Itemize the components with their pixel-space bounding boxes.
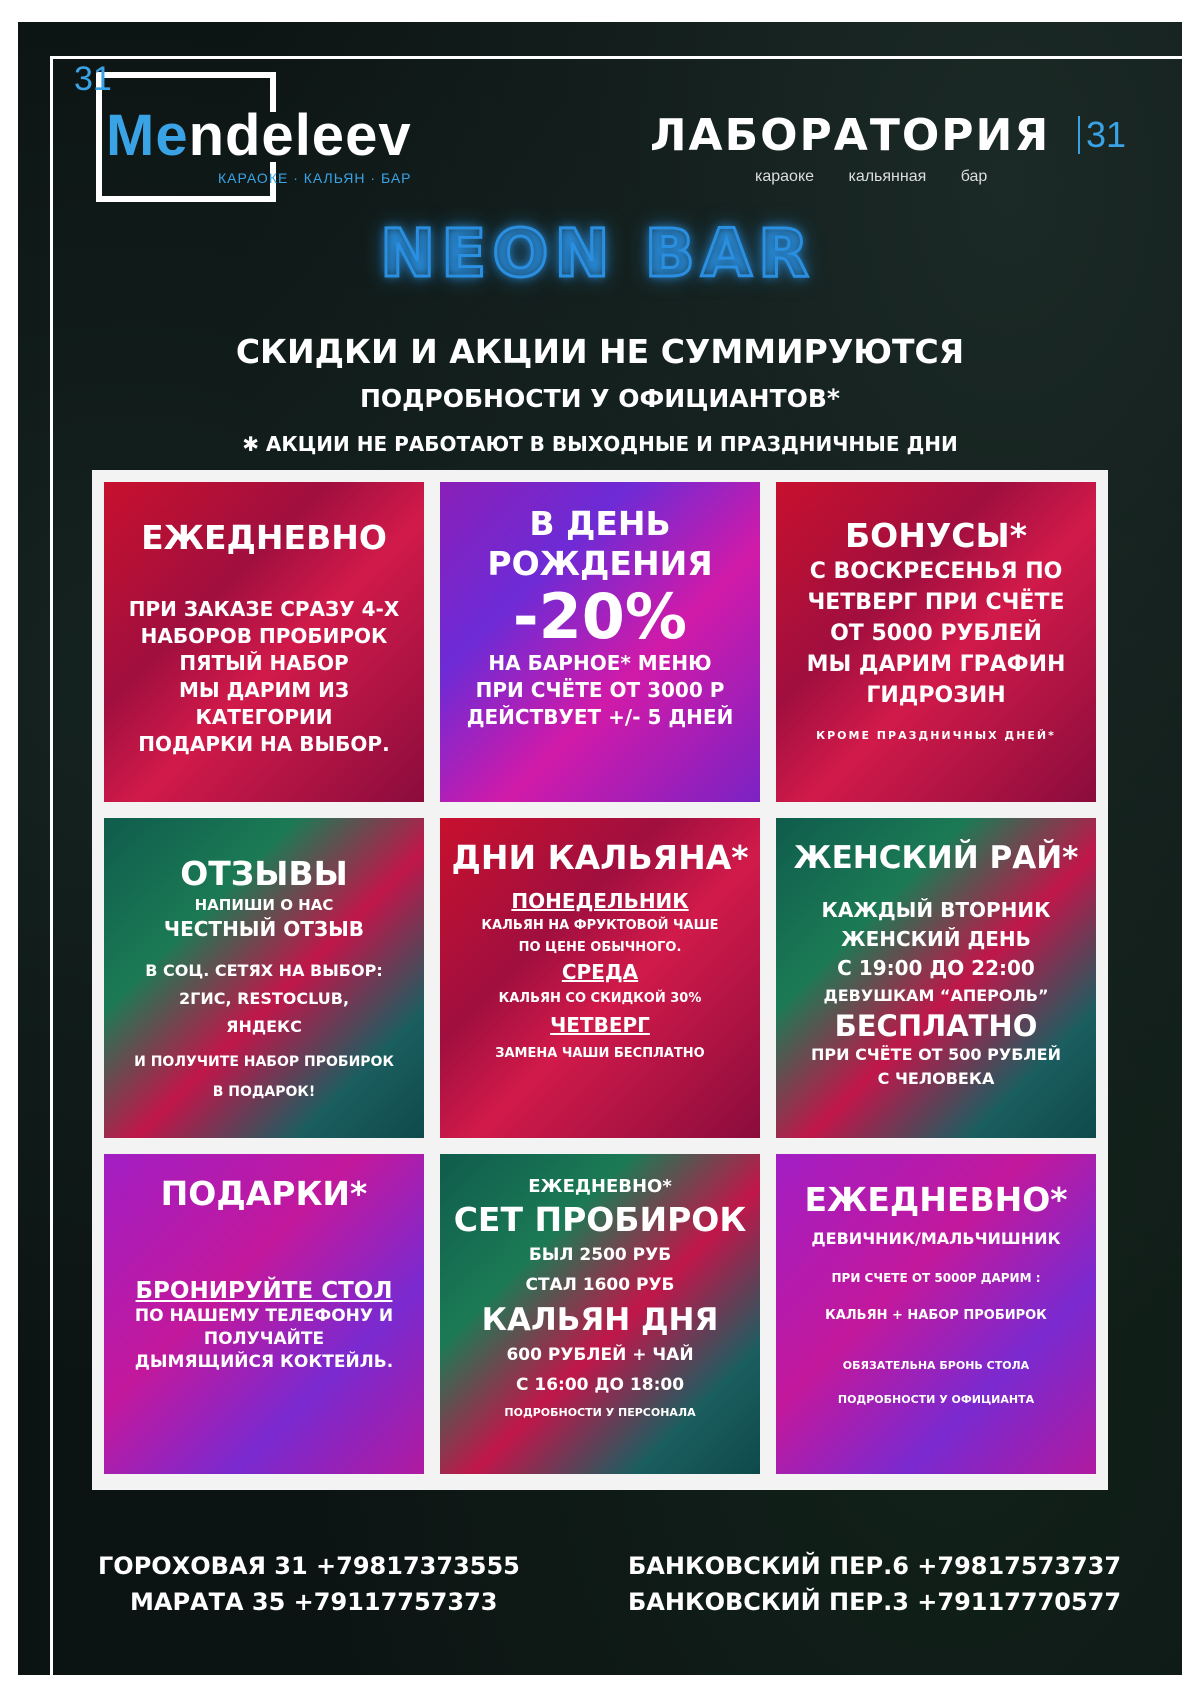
tile-day: СРЕДА [561, 960, 639, 984]
address-line: БАНКОВСКИЙ ПЕР.6 +79817573737 [628, 1552, 1122, 1580]
tile-line: ДЫМЯЩИЙСЯ КОКТЕЙЛЬ. [134, 1352, 394, 1372]
tile-day: ПОНЕДЕЛЬНИК [511, 889, 689, 913]
tile-line: ЧЕТВЕРГ ПРИ СЧЁТЕ [807, 590, 1065, 615]
tile-line: КАЛЬЯН + НАБОР ПРОБИРОК [825, 1308, 1047, 1323]
tile-line: ПЯТЫЙ НАБОР [179, 651, 349, 675]
laboratoria-wordmark: ЛАБОРАТОРИЯ [650, 110, 1051, 161]
tile-line: ЧЕСТНЫЙ ОТЗЫВ [163, 917, 365, 941]
laboratoria-logo [650, 110, 1130, 200]
address-line: ГОРОХОВАЯ 31 +79817373555 [98, 1552, 520, 1580]
tile-day: ЧЕТВЕРГ [550, 1013, 650, 1037]
promo-tile-gifts [104, 1154, 424, 1474]
tile-line: НАБОРОВ ПРОБИРОК [140, 624, 388, 648]
tile-line: ПОДАРКИ НА ВЫБОР. [138, 732, 390, 756]
promo-tile-hookah-days [440, 818, 760, 1138]
tile-line: ПРИ ЗАКАЗЕ СРАЗУ 4-Х [128, 597, 400, 621]
tile-title: ПОДАРКИ* [160, 1174, 368, 1213]
tile-highlight: БЕСПЛАТНО [834, 1009, 1038, 1043]
tile-title: ЕЖЕДНЕВНО [141, 518, 387, 557]
tile-note: КРОМЕ ПРАЗДНИЧНЫХ ДНЕЙ* [816, 729, 1056, 742]
tile-line: И ПОЛУЧИТЕ НАБОР ПРОБИРОК [134, 1054, 394, 1070]
tile-line: 2ГИС, RESTOCLUB, [178, 989, 350, 1008]
neon-bar-logo [380, 215, 820, 295]
logo-bracket [96, 196, 276, 202]
address-line: БАНКОВСКИЙ ПЕР.3 +79117770577 [628, 1588, 1122, 1616]
tile-line: ПО ЦЕНЕ ОБЫЧНОГО. [518, 940, 682, 955]
tile-line: С ВОСКРЕСЕНЬЯ ПО [809, 559, 1063, 584]
promo-tile-reviews [104, 818, 424, 1138]
tile-title: СЕТ ПРОБИРОК [453, 1200, 747, 1239]
tile-line: В ПОДАРОК! [212, 1084, 316, 1100]
address-block-left [98, 1548, 520, 1620]
laboratoria-subtitle: караоке кальянная бар [755, 168, 988, 185]
promo-tile-birthday [440, 482, 760, 802]
tile-line: КАЖДЫЙ ВТОРНИК [821, 898, 1051, 922]
tile-line: ПОЛУЧАЙТЕ [203, 1329, 325, 1349]
promo-grid [92, 470, 1108, 1490]
tile-line: С 19:00 ДО 22:00 [837, 956, 1035, 980]
mendeleev-logo [68, 58, 488, 208]
laboratoria-number: 31 [1078, 116, 1126, 154]
promo-tile-parties [776, 1154, 1096, 1474]
address-block-right [628, 1548, 1121, 1620]
mendeleev-wordmark [106, 102, 412, 169]
tile-line: ПРИ СЧЁТЕ ОТ 3000 Р [475, 678, 725, 702]
promo-tile-daily-sets [104, 482, 424, 802]
tile-discount: -20% [512, 580, 688, 653]
headline-note: ✱ АКЦИИ НЕ РАБОТАЮТ В ВЫХОДНЫЕ И ПРАЗДНИЧНЫЕ ДНИ [242, 432, 958, 456]
tile-line: НАПИШИ О НАС [194, 896, 334, 914]
tile-line: БЫЛ 2500 РУБ [528, 1245, 672, 1265]
tile-line: ОБЯЗАТЕЛЬНА БРОНЬ СТОЛА [842, 1359, 1030, 1372]
tile-title: ОТЗЫВЫ [180, 854, 348, 893]
promo-tile-bonuses [776, 482, 1096, 802]
tile-line: ЗАМЕНА ЧАШИ БЕСПЛАТНО [495, 1046, 705, 1061]
tile-title: ЖЕНСКИЙ РАЙ* [793, 840, 1079, 876]
tile-line: ЖЕНСКИЙ ДЕНЬ [841, 927, 1031, 951]
tile-title: В ДЕНЬ [529, 504, 671, 543]
mendeleev-wordmark-accent: Me [106, 103, 189, 168]
promo-tile-set-and-hookah [440, 1154, 760, 1474]
tile-line: С 16:00 ДО 18:00 [515, 1375, 685, 1395]
tile-line: МЫ ДАРИМ ГРАФИН [806, 652, 1066, 677]
tile-title: БОНУСЫ* [845, 516, 1027, 555]
tile-line: ПО НАШЕМУ ТЕЛЕФОНУ И [134, 1306, 394, 1326]
tile-line: ЕЖЕДНЕВНО* [528, 1176, 672, 1197]
address-line: МАРАТА 35 +79117757373 [130, 1588, 498, 1616]
tile-line: ПОДРОБНОСТИ У ОФИЦИАНТА [837, 1393, 1035, 1406]
promo-tile-ladies [776, 818, 1096, 1138]
tile-line: ДЕВУШКАМ “АПЕРОЛЬ” [823, 986, 1049, 1005]
tile-title: ДНИ КАЛЬЯНА* [451, 838, 749, 877]
tile-line: ДЕЙСТВУЕТ +/- 5 ДНЕЙ [466, 705, 734, 729]
tile-line: МЫ ДАРИМ ИЗ КАТЕГОРИИ [178, 678, 350, 729]
headline-sub: ПОДРОБНОСТИ У ОФИЦИАНТОВ* [359, 384, 841, 413]
tile-line: ГИДРОЗИН [866, 683, 1006, 708]
tile-line: С ЧЕЛОВЕКА [877, 1069, 995, 1088]
tile-line: ОТ 5000 РУБЛЕЙ [830, 621, 1042, 646]
tile-highlight: БРОНИРУЙТЕ СТОЛ [135, 1278, 393, 1304]
tile-title: ЕЖЕДНЕВНО* [804, 1180, 1068, 1219]
tile-line: КАЛЬЯН СО СКИДКОЙ 30% [498, 991, 702, 1006]
tile-line: ПРИ СЧЁТЕ ОТ 500 РУБЛЕЙ [810, 1045, 1061, 1064]
tile-line: В СОЦ. СЕТЯХ НА ВЫБОР: [145, 961, 383, 980]
mendeleev-wordmark-rest: ndeleev [188, 103, 412, 168]
tile-line: ДЕВИЧНИК/МАЛЬЧИШНИК [811, 1229, 1061, 1248]
mendeleev-subtitle: КАРАОКЕ · КАЛЬЯН · БАР [218, 170, 412, 186]
tile-line: 600 РУБЛЕЙ + ЧАЙ [506, 1345, 694, 1365]
tile-line: ПОДРОБНОСТИ У ПЕРСОНАЛА [504, 1406, 696, 1419]
tile-line: СТАЛ 1600 РУБ [525, 1275, 675, 1295]
tile-line: ЯНДЕКС [226, 1017, 302, 1036]
tile-line: КАЛЬЯН НА ФРУКТОВОЙ ЧАШЕ [481, 918, 719, 933]
tile-title: КАЛЬЯН ДНЯ [481, 1302, 719, 1338]
neon-bar-wordmark: NEON BAR [380, 215, 815, 292]
tile-line: НА БАРНОЕ* МЕНЮ [488, 651, 712, 675]
tile-title: РОЖДЕНИЯ [487, 544, 713, 583]
tile-line: ПРИ СЧЕТЕ ОТ 5000Р ДАРИМ : [831, 1271, 1041, 1285]
headline-main: СКИДКИ И АКЦИИ НЕ СУММИРУЮТСЯ [235, 332, 965, 371]
mendeleev-number: 31 [74, 60, 112, 98]
